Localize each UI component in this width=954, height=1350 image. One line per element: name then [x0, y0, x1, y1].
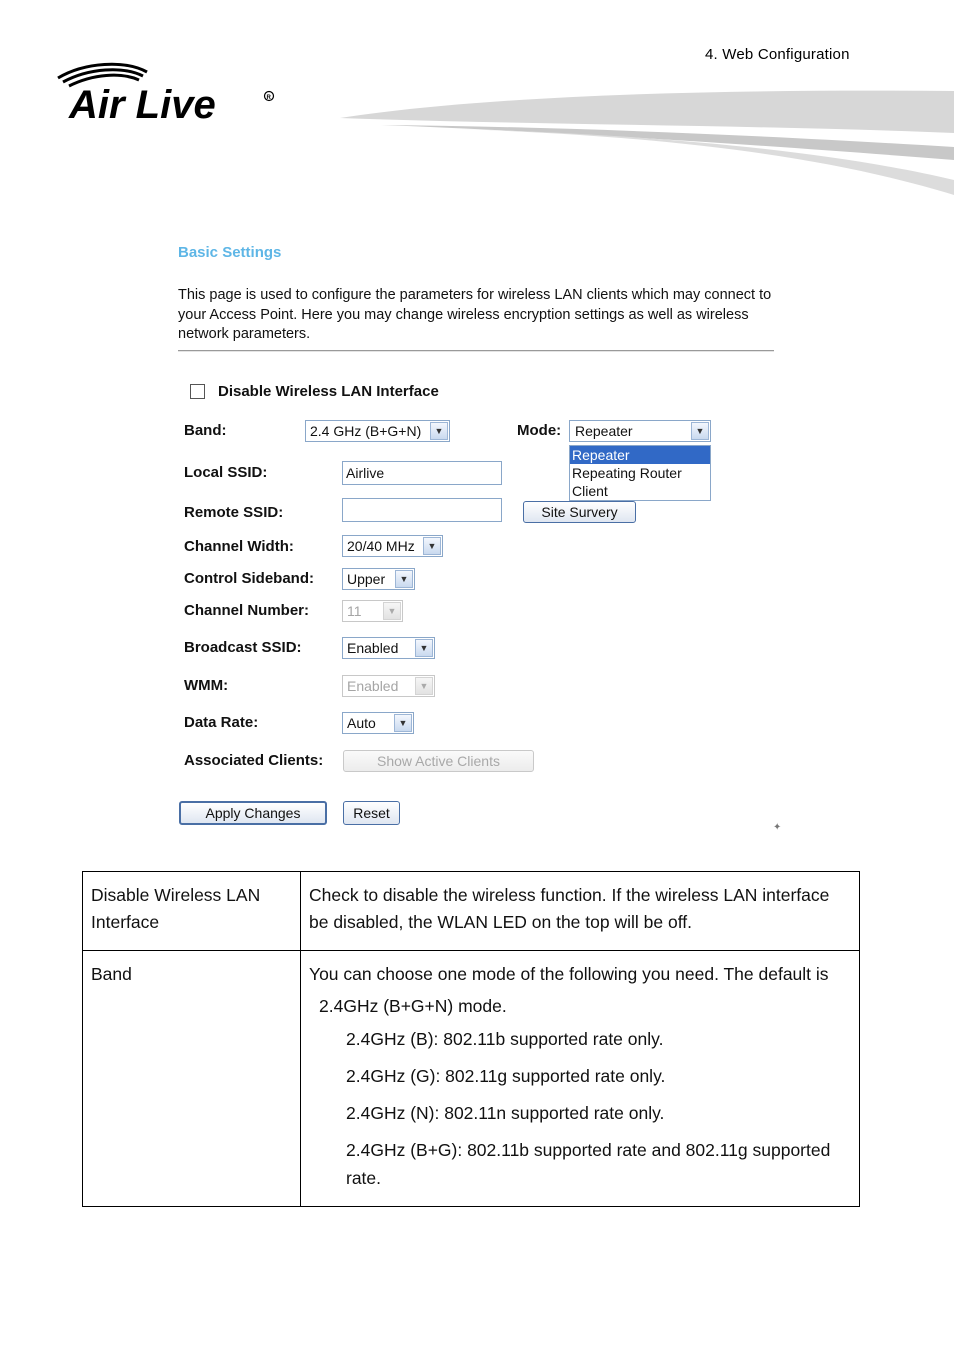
cursor-mark: ✦ [773, 822, 782, 833]
wmm-value: Enabled [347, 678, 399, 694]
data-rate-value: Auto [347, 715, 376, 731]
data-rate-select[interactable] [342, 712, 414, 734]
broadcast-ssid-label: Broadcast SSID: [184, 639, 302, 656]
header-swoosh-decoration [340, 85, 954, 200]
channel-width-value: 20/40 MHz [347, 538, 415, 554]
chevron-down-icon: ▼ [395, 570, 413, 588]
remote-ssid-label: Remote SSID: [184, 504, 284, 521]
reset-button[interactable]: Reset [343, 801, 400, 825]
param-desc: Check to disable the wireless function. If the wireless LAN interface be disabled, the WLAN LED on the top will be off. [301, 872, 860, 951]
band-label: Band: [184, 422, 227, 439]
table-row [83, 872, 860, 951]
broadcast-ssid-select[interactable] [342, 637, 435, 659]
apply-changes-button[interactable]: Apply Changes [179, 801, 327, 825]
band-select[interactable] [305, 420, 450, 442]
param-desc [301, 951, 860, 1207]
divider [178, 350, 774, 352]
site-survey-button[interactable]: Site Survery [523, 501, 636, 523]
data-rate-label: Data Rate: [184, 714, 259, 731]
table-row [83, 951, 860, 1207]
chevron-down-icon: ▼ [430, 422, 448, 440]
mode-select-value: Repeater [575, 423, 633, 439]
wmm-select[interactable] [342, 675, 435, 697]
logo-lettering: Air Live [69, 83, 216, 127]
band-desc-default: 2.4GHz (B+G+N) mode. [319, 996, 507, 1016]
channel-number-value: 11 [347, 603, 362, 619]
chevron-down-icon: ▼ [394, 714, 412, 732]
band-desc-intro: You can choose one mode of the following you need. The default is [309, 964, 829, 984]
mode-option-repeater[interactable]: Repeater [570, 446, 710, 464]
channel-number-select[interactable] [342, 600, 403, 622]
control-sideband-label: Control Sideband: [184, 570, 314, 587]
mode-label: Mode: [517, 422, 562, 439]
disable-wlan-checkbox[interactable] [190, 384, 205, 399]
mode-option-client[interactable]: Client [572, 483, 608, 499]
local-ssid-label: Local SSID: [184, 464, 268, 481]
band-option: 2.4GHz (G): 802.11g supported rate only. [346, 1066, 666, 1086]
band-select-value: 2.4 GHz (B+G+N) [310, 423, 422, 439]
chapter-header: 4. Web Configuration [705, 46, 850, 63]
wmm-label: WMM: [184, 677, 229, 694]
chevron-down-icon: ▼ [415, 639, 433, 657]
mode-dropdown-list [569, 445, 711, 501]
channel-width-select[interactable] [342, 535, 443, 557]
param-name: Band [83, 951, 301, 1207]
page-intro: This page is used to configure the parameters for wireless LAN clients which may connect to your Access Point. Here you may change wireless encryption settings as well as wireless network parameters. [178, 287, 772, 342]
chevron-down-icon: ▼ [383, 602, 401, 620]
parameter-table [82, 871, 860, 1207]
control-sideband-select[interactable] [342, 568, 415, 590]
control-sideband-value: Upper [347, 571, 386, 587]
page-title: Basic Settings [178, 244, 282, 261]
broadcast-ssid-value: Enabled [347, 640, 399, 656]
band-option: 2.4GHz (B): 802.11b supported rate only. [346, 1029, 664, 1049]
mode-option-repeating-router[interactable]: Repeating Router [572, 465, 682, 481]
airlive-logo [55, 60, 285, 130]
band-option: 2.4GHz (N): 802.11n supported rate only. [346, 1103, 665, 1123]
remote-ssid-input[interactable] [342, 498, 502, 522]
chevron-down-icon: ▼ [415, 677, 433, 695]
svg-text:R: R [266, 95, 271, 101]
channel-number-label: Channel Number: [184, 602, 310, 619]
mode-select[interactable] [569, 420, 711, 442]
local-ssid-input[interactable]: Airlive [342, 461, 502, 485]
channel-width-label: Channel Width: [184, 538, 294, 555]
band-option: 2.4GHz (B+G): 802.11b supported rate and 802.11g supported rate. [346, 1140, 831, 1188]
chevron-down-icon: ▼ [691, 422, 709, 440]
disable-wlan-label: Disable Wireless LAN Interface [218, 383, 439, 400]
param-name: Disable Wireless LAN Interface [83, 872, 301, 951]
show-active-clients-button[interactable]: Show Active Clients [343, 750, 534, 772]
chevron-down-icon: ▼ [423, 537, 441, 555]
associated-clients-label: Associated Clients: [184, 752, 324, 769]
